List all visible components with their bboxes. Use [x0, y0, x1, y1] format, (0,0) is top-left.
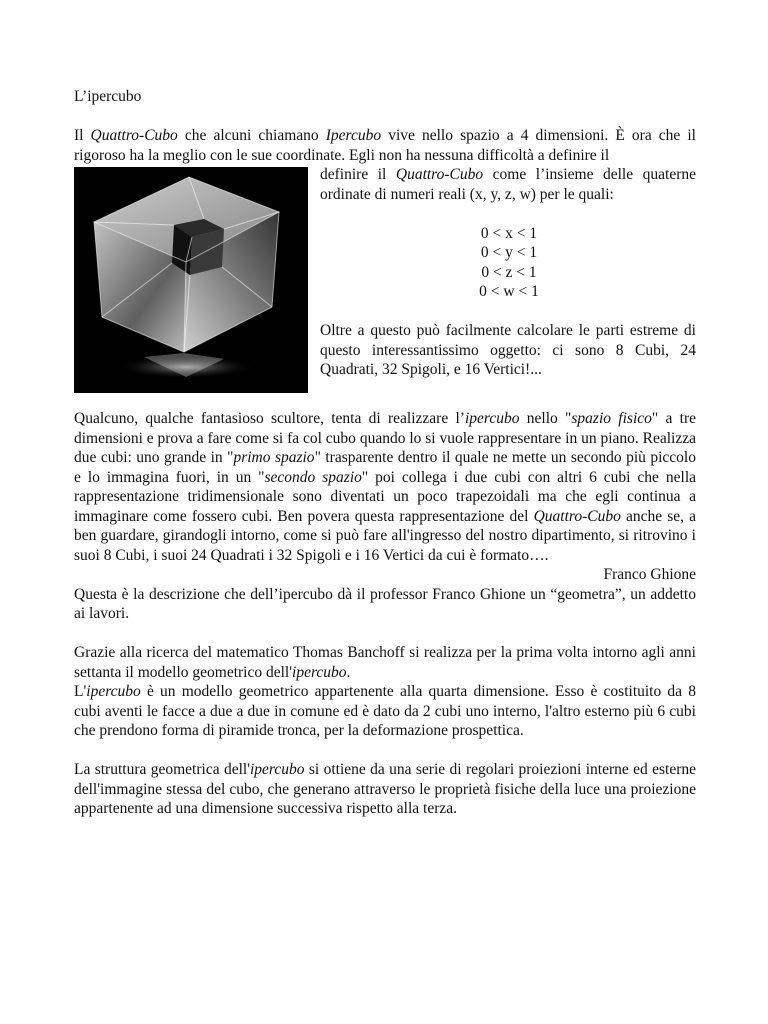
text-run-italic: Ipercubo	[325, 127, 382, 144]
text-run: Il	[74, 127, 91, 144]
text-run: definire il	[320, 166, 396, 183]
banchoff-paragraph	[74, 643, 696, 682]
text-run: Qualcuno, qualche fantasioso scultore, tenta di realizzare l’	[74, 410, 465, 427]
inequality-z: 0 < z < 1	[481, 263, 537, 281]
intro-paragraph	[74, 126, 696, 165]
text-run: " a tre dimensioni e prova a fare come si fa col cubo quando lo si vuole rappresentare in un piano. Realizza due cubi: uno grande in "	[74, 410, 696, 466]
text-run-italic: Quattro-Cubo	[533, 507, 621, 525]
text-run: anche se, a ben guardare, girandogli intorno, come si può fare all'ingresso del nostro dipartimento, si ritrovino i suoi 8 Cubi, i suoi 24 Quadrati i 32 Spigoli e i 16 Vertici da cui è formato….	[74, 507, 696, 564]
text-run: si ottiene da una serie di regolari proiezioni interne ed esterne dell'immagine stessa del cubo, che generano attraverso le proprietà fisiche della luce una proiezione appartenente ad una dimensione successiva rispetto alla terza.	[74, 761, 696, 817]
text-run-italic: ipercubo	[292, 663, 347, 681]
description-paragraph: Questa è la descrizione che dell’ipercubo dà il professor Franco Ghione un “geometra”, un addetto ai lavori.	[74, 585, 696, 622]
text-run: .	[346, 663, 351, 681]
text-run: nello "	[519, 410, 572, 427]
inequality-x: 0 < x < 1	[480, 224, 538, 242]
inequality-w: 0 < w < 1	[479, 283, 539, 300]
text-run-italic: secondo spazio	[264, 468, 362, 486]
hypercube-sculpture-image	[74, 167, 308, 393]
text-run-italic: Quattro-Cubo	[90, 127, 178, 144]
text-run-italic: ipercubo	[86, 683, 141, 700]
author-signature: Franco Ghione	[603, 566, 696, 583]
structure-paragraph	[74, 760, 696, 819]
document-page	[74, 87, 696, 819]
text-run: " poi collega i due cubi con altri 6 cubi che nella rappresentazione tridimensionale sono diventati un poco trapezoidali ma che egli continua a immaginare come fossero cubi. Ben povera questa rappresentazione del	[74, 468, 697, 525]
text-run: La struttura geometrica dell'	[74, 761, 250, 778]
text-run: Grazie alla ricerca del matematico Thomas Banchoff si realizza per la prima volta intorno agli anni settanta il modello geometrico dell'	[74, 644, 696, 681]
text-run-italic: Quattro-Cubo	[395, 166, 484, 183]
text-run: che alcuni chiamano	[177, 127, 326, 144]
text-run-italic: spazio fisico	[571, 410, 652, 427]
hypercube-photo	[74, 167, 308, 393]
inequality-y: 0 < y < 1	[480, 244, 538, 261]
text-run-italic: ipercubo	[464, 410, 520, 427]
text-run: è un modello geometrico appartenente alla quarta dimensione. Esso è costituito da 8 cubi aventi le facce a due a due in comune ed è dato da 2 cubi uno interno, l'altro esterno più 6 cubi che prendono forma di piramide tronca, per la deformazione prospettica.	[74, 683, 696, 739]
document-title: L’ipercubo	[74, 88, 142, 105]
text-run: " trasparente dentro il quale ne mette un secondo più piccolo e lo immagina fuori, in un "	[74, 449, 696, 486]
sculptor-paragraph	[74, 409, 696, 565]
model-paragraph	[74, 682, 696, 741]
text-run-italic: ipercubo	[250, 761, 305, 778]
text-run: vive nello spazio a 4 dimensioni. È ora che il rigoroso ha la meglio con le sue coordinate. Egli non ha nessuna difficoltà a definire il	[74, 127, 696, 164]
extremes-paragraph: Oltre a questo può facilmente calcolare le parti estreme di questo interessantissimo oggetto: ci sono 8 Cubi, 24 Quadrati, 32 Spigoli, e 16 Vertici!...	[320, 322, 696, 378]
text-run: come l’insieme delle quaterne ordinate di numeri reali (x, y, z, w) per le quali:	[320, 166, 696, 203]
text-run: L'	[74, 683, 87, 700]
text-run-italic: primo spazio	[233, 449, 315, 466]
